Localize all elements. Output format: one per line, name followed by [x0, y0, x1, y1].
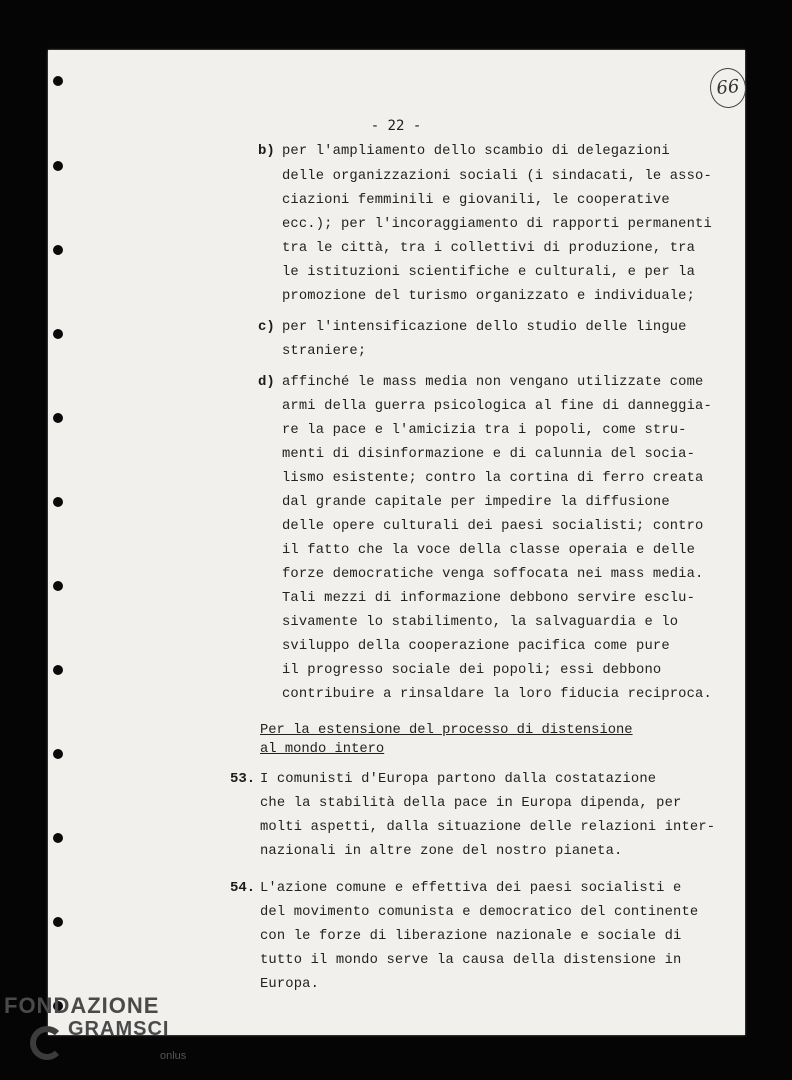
text-line: nazionali in altre zone del nostro pianeta.: [260, 844, 623, 859]
paragraph-number: 54.: [230, 880, 256, 896]
item-label: c): [258, 319, 275, 335]
text-line: menti di disinformazione e di calunnia del socia-: [282, 447, 696, 462]
text-line: contribuire a rinsaldare la loro fiducia reciproca.: [282, 687, 712, 702]
section-heading: al mondo intero: [260, 742, 385, 757]
text-line: del movimento comunista e democratico del continente: [260, 905, 699, 920]
page-number: - 22 -: [370, 118, 422, 134]
text-line: L'azione comune e effettiva dei paesi socialisti e: [260, 881, 682, 896]
text-line: che la stabilità della pace in Europa dipenda, per: [260, 796, 682, 811]
punch-hole: [53, 329, 63, 339]
watermark-foundation: FONDAZIONE: [4, 993, 160, 1018]
text-line: promozione del turismo organizzato e individuale;: [282, 289, 696, 304]
text-line: per l'intensificazione dello studio delle lingue: [282, 320, 687, 335]
paragraph-number: 53.: [230, 771, 256, 787]
text-line: sivamente lo stabilimento, la salvaguardia e lo: [282, 615, 679, 630]
text-line: straniere;: [282, 344, 367, 359]
text-line: Europa.: [260, 977, 320, 992]
text-line: dal grande capitale per impedire la diffusione: [282, 495, 670, 510]
punch-hole: [53, 581, 63, 591]
punch-hole: [53, 665, 63, 675]
punch-hole: [53, 833, 63, 843]
text-line: re la pace e l'amicizia tra i popoli, come stru-: [282, 423, 687, 438]
punch-hole: [53, 76, 63, 86]
text-line: ciazioni femminili e giovanili, le cooperative: [282, 193, 670, 208]
item-label: b): [258, 143, 275, 159]
watermark-logo-icon: [30, 1026, 64, 1060]
text-line: lismo esistente; contro la cortina di ferro creata: [282, 471, 704, 486]
punch-hole: [53, 917, 63, 927]
text-line: delle opere culturali dei paesi socialisti; contro: [282, 519, 704, 534]
text-line: tra le città, tra i collettivi di produzione, tra: [282, 241, 696, 256]
punch-hole: [53, 497, 63, 507]
archive-number-stamp: 66: [708, 66, 748, 110]
text-line: ecc.); per l'incoraggiamento di rapporti permanenti: [282, 217, 712, 232]
text-line: per l'ampliamento dello scambio di delegazioni: [282, 144, 670, 159]
text-line: Tali mezzi di informazione debbono servire esclu-: [282, 591, 696, 606]
item-label: d): [258, 374, 275, 390]
text-line: il progresso sociale dei popoli; essi debbono: [282, 663, 662, 678]
punch-hole: [53, 749, 63, 759]
watermark-onlus: onlus: [160, 1050, 187, 1062]
text-line: delle organizzazioni sociali (i sindacati, le asso-: [282, 169, 712, 184]
text-line: molti aspetti, dalla situazione delle relazioni inter-: [260, 820, 716, 835]
punch-hole: [53, 161, 63, 171]
text-line: con le forze di liberazione nazionale e sociale di: [260, 929, 682, 944]
text-line: tutto il mondo serve la causa della distensione in: [260, 953, 682, 968]
text-line: le istituzioni scientifiche e culturali, e per la: [282, 265, 696, 280]
text-line: sviluppo della cooperazione pacifica come pure: [282, 639, 670, 654]
text-line: il fatto che la voce della classe operaia e delle: [282, 543, 696, 558]
punch-hole: [53, 413, 63, 423]
punch-hole: [53, 245, 63, 255]
watermark-gramsci: GRAMSCI: [68, 1018, 170, 1040]
text-line: forze democratiche venga soffocata nei mass media.: [282, 567, 704, 582]
text-line: affinché le mass media non vengano utilizzate come: [282, 375, 704, 390]
text-line: I comunisti d'Europa partono dalla costatazione: [260, 772, 657, 787]
section-heading: Per la estensione del processo di distensione: [260, 723, 633, 738]
text-line: armi della guerra psicologica al fine di danneggia-: [282, 399, 712, 414]
